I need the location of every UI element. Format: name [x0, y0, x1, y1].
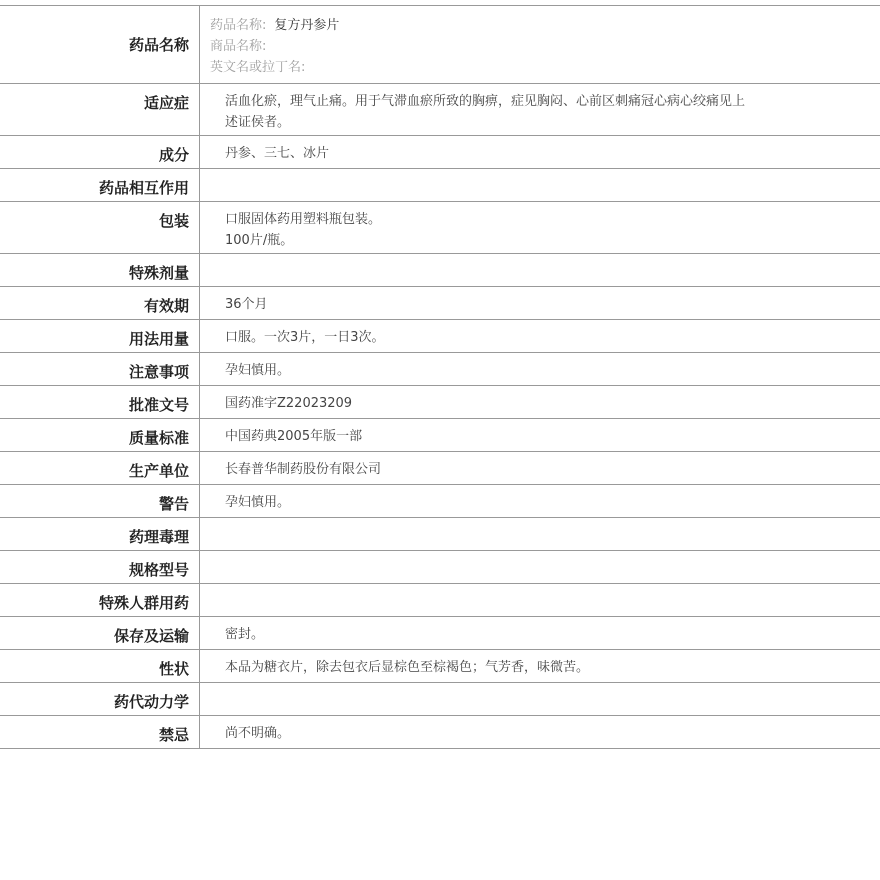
row-label: 药代动力学 [0, 683, 200, 715]
value-line: 述证侯者。 [225, 115, 291, 130]
row-approval-number [0, 386, 880, 419]
row-value [200, 287, 880, 319]
generic-name-value: 复方丹参片 [274, 18, 340, 33]
value-line: 孕妇慎用。 [225, 495, 291, 510]
row-dosage [0, 320, 880, 353]
trade-name-key: 商品名称: [210, 39, 267, 54]
row-label: 警告 [0, 485, 200, 517]
value-line: 尚不明确。 [225, 726, 291, 741]
row-label: 药理毒理 [0, 518, 200, 550]
row-specification [0, 551, 880, 584]
generic-name-key: 药品名称: [210, 18, 267, 33]
row-label: 保存及运输 [0, 617, 200, 649]
row-value [200, 716, 880, 748]
row-precautions [0, 353, 880, 386]
value-line: 口服。一次3片，一日3次。 [225, 330, 385, 345]
row-label: 生产单位 [0, 452, 200, 484]
trade-name-line [210, 36, 870, 57]
row-label: 有效期 [0, 287, 200, 319]
row-indications [0, 84, 880, 136]
row-shelf-life [0, 287, 880, 320]
value-line: 国药准字Z22023209 [225, 396, 353, 411]
row-value [200, 169, 880, 201]
row-value [200, 584, 880, 616]
row-special-dosage [0, 254, 880, 287]
row-quality-standard [0, 419, 880, 452]
row-value [200, 551, 880, 583]
row-value [200, 254, 880, 286]
row-label: 药品相互作用 [0, 169, 200, 201]
row-label: 特殊人群用药 [0, 584, 200, 616]
row-value [200, 650, 880, 682]
row-label: 质量标准 [0, 419, 200, 451]
value-line: 孕妇慎用。 [225, 363, 291, 378]
row-label: 药品名称 [0, 6, 200, 83]
row-value [200, 202, 880, 253]
row-label: 成分 [0, 136, 200, 168]
row-label: 注意事项 [0, 353, 200, 385]
row-value [200, 419, 880, 451]
row-label: 包装 [0, 202, 200, 253]
value-line: 36个月 [225, 297, 268, 312]
row-label: 特殊剂量 [0, 254, 200, 286]
row-value [200, 84, 880, 135]
value-line: 100片/瓶。 [225, 233, 294, 248]
row-value [200, 320, 880, 352]
drug-info-table [0, 5, 880, 749]
value-line: 口服固体药用塑料瓶包装。 [225, 212, 382, 227]
row-value [200, 136, 880, 168]
row-storage-transport [0, 617, 880, 650]
row-label: 性状 [0, 650, 200, 682]
row-special-populations [0, 584, 880, 617]
row-value [200, 518, 880, 550]
row-label: 批准文号 [0, 386, 200, 418]
value-line: 长春普华制药股份有限公司 [225, 462, 382, 477]
value-line: 中国药典2005年版一部 [225, 429, 363, 444]
value-line: 活血化瘀，理气止痛。用于气滞血瘀所致的胸痹，症见胸闷、心前区刺痛冠心病心绞痛见上 [225, 94, 746, 109]
row-manufacturer [0, 452, 880, 485]
row-pharmacology-toxicology [0, 518, 880, 551]
value-line: 本品为糖衣片，除去包衣后显棕色至棕褐色；气芳香，味微苦。 [225, 660, 590, 675]
row-value [200, 683, 880, 715]
row-value [200, 485, 880, 517]
row-label: 用法用量 [0, 320, 200, 352]
row-drug-name [0, 6, 880, 84]
row-contraindications [0, 716, 880, 749]
row-warning [0, 485, 880, 518]
row-description [0, 650, 880, 683]
value-line: 丹参、三七、冰片 [225, 146, 330, 161]
row-drug-interactions [0, 169, 880, 202]
row-label: 禁忌 [0, 716, 200, 748]
latin-name-key: 英文名或拉丁名: [210, 60, 306, 75]
row-packaging [0, 202, 880, 254]
row-value [200, 386, 880, 418]
generic-name-line [210, 15, 870, 36]
row-label: 规格型号 [0, 551, 200, 583]
drug-name-values [200, 6, 880, 83]
row-pharmacokinetics [0, 683, 880, 716]
latin-name-line [210, 57, 870, 78]
row-value [200, 617, 880, 649]
row-label: 适应症 [0, 84, 200, 135]
row-value [200, 353, 880, 385]
value-line: 密封。 [225, 627, 265, 642]
row-value [200, 452, 880, 484]
row-ingredients [0, 136, 880, 169]
